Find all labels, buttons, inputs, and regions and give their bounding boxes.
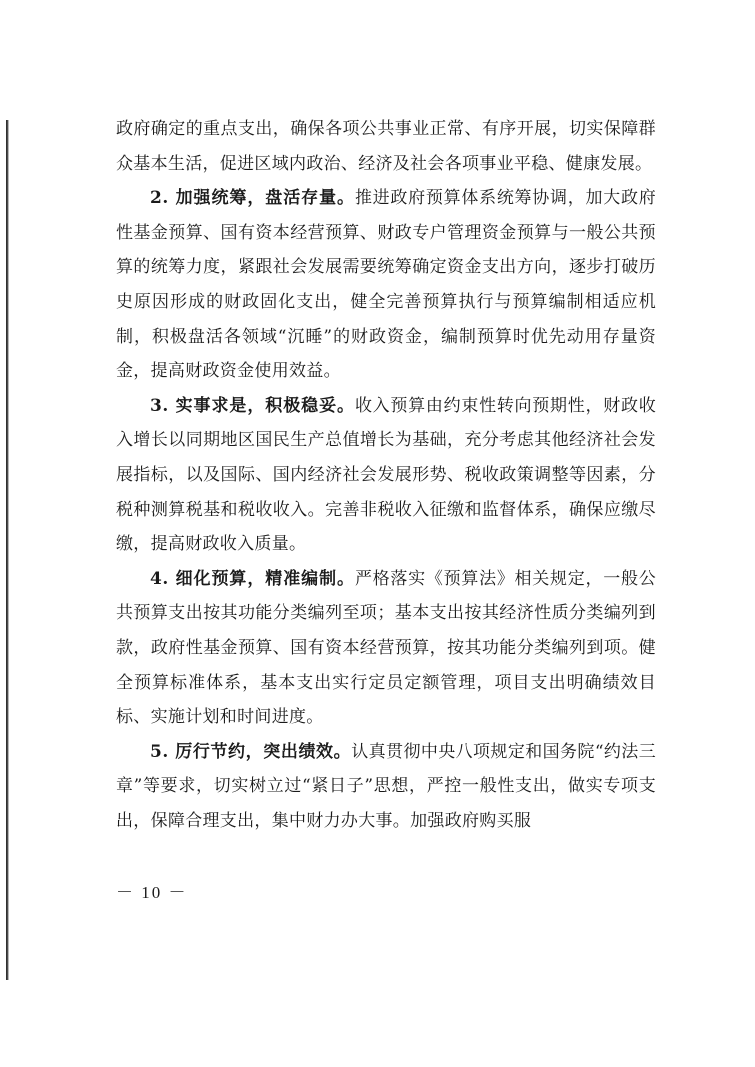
paragraph-item-3	[116, 389, 656, 562]
paragraph-item-4	[116, 562, 656, 735]
paragraph-heading: 4. 细化预算，精准编制。	[150, 568, 355, 589]
paragraph-text: 严格落实《预算法》相关规定，一般公共预算支出按其功能分类编列至项；基本支出按其经济性质分类编列到款，政府性基金预算、国有资本经营预算，按其功能分类编列到项。健全预算标准体系，基本支出实行定员定额管理，项目支出明确绩效目标、实施计划和时间进度。	[116, 568, 656, 728]
paragraph-text: 收入预算由约束性转向预期性，财政收入增长以同期地区国民生产总值增长为基础，充分考虑其他经济社会发展指标，以及国际、国内经济社会发展形势、税收政策调整等因素，分税种测算税基和税收收入。完善非税收入征缴和监督体系，确保应缴尽缴，提高财政收入质量。	[116, 395, 656, 555]
paragraph-continuation	[116, 112, 656, 181]
paragraph-text: 认真贯彻中央八项规定和国务院“约法三章”等要求，切实树立过“紧日子”思想，严控一般性支出，做实专项支出，保障合理支出，集中财力办大事。加强政府购买服	[116, 741, 657, 831]
paragraph-heading: 5. 厉行节约，突出绩效。	[150, 741, 352, 762]
page-number: － 10 －	[116, 883, 188, 902]
paragraph-item-5	[116, 735, 656, 839]
scan-edge-shadow	[6, 120, 9, 980]
paragraph-text: 推进政府预算体系统筹协调，加大政府性基金预算、国有资本经营预算、财政专户管理资金预算与一般公共预算的统筹力度，紧跟社会发展需要统筹确定资金支出方向，逐步打破历史原因形成的财政固化支出，健全完善预算执行与预算编制相适应机制，积极盘活各领域“沉睡”的财政资金，编制预算时优先动用存量资金，提高财政资金使用效益。	[116, 188, 656, 382]
paragraph-item-2	[116, 181, 656, 389]
paragraph-heading: 2. 加强统筹，盘活存量。	[150, 188, 355, 209]
paragraph-heading: 3. 实事求是，积极稳妥。	[150, 395, 355, 416]
document-body	[116, 112, 656, 838]
paragraph-text: 政府确定的重点支出，确保各项公共事业正常、有序开展，切实保障群众基本生活，促进区域内政治、经济及社会各项事业平稳、健康发展。	[116, 119, 656, 174]
